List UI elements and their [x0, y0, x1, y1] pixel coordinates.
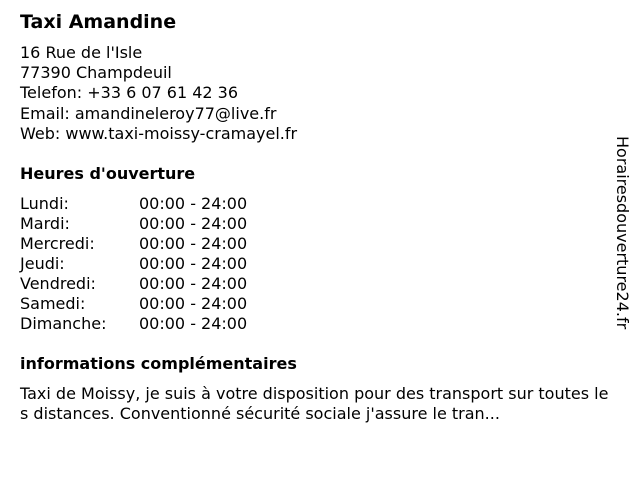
hours-row-monday	[20, 194, 280, 214]
time-range: 00:00 - 24:00	[139, 254, 248, 273]
hours-row-thursday	[20, 254, 280, 274]
day-label: Jeudi:	[20, 254, 65, 273]
hours-row-wednesday	[20, 234, 280, 254]
time-range: 00:00 - 24:00	[139, 234, 248, 253]
time-range: 00:00 - 24:00	[139, 294, 248, 313]
day-label: Dimanche:	[20, 314, 107, 333]
address-city: 77390 Champdeuil	[20, 63, 172, 83]
time-range: 00:00 - 24:00	[139, 194, 248, 213]
time-range: 00:00 - 24:00	[139, 314, 248, 333]
hours-row-sunday	[20, 314, 280, 334]
day-label: Lundi:	[20, 194, 69, 213]
email-address[interactable]: Email: amandineleroy77@live.fr	[20, 103, 277, 123]
address-street: 16 Rue de l'Isle	[20, 43, 143, 62]
hours-row-friday	[20, 274, 280, 294]
day-label: Vendredi:	[20, 274, 96, 293]
site-watermark: Horairesdouverture24.fr	[613, 136, 632, 330]
time-range: 00:00 - 24:00	[139, 274, 248, 293]
business-name: Taxi Amandine	[20, 11, 177, 33]
additional-info-heading: informations complémentaires	[20, 354, 297, 373]
hours-row-saturday	[20, 294, 280, 314]
website-url[interactable]: Web: www.taxi-moissy-cramayel.fr	[20, 123, 298, 143]
day-label: Mardi:	[20, 214, 70, 233]
day-label: Samedi:	[20, 294, 86, 313]
contact-block	[20, 43, 297, 144]
opening-hours-heading: Heures d'ouverture	[20, 164, 196, 183]
hours-row-tuesday	[20, 214, 280, 234]
additional-info-text: Taxi de Moissy, je suis à votre disposition pour des transport sur toutes les distances. Conventionné sécurité sociale j'assure le tran...	[20, 384, 609, 423]
day-label: Mercredi:	[20, 234, 95, 253]
opening-hours-table	[20, 194, 280, 334]
time-range: 00:00 - 24:00	[139, 214, 248, 233]
phone-number[interactable]: Telefon: +33 6 07 61 42 36	[20, 83, 239, 103]
